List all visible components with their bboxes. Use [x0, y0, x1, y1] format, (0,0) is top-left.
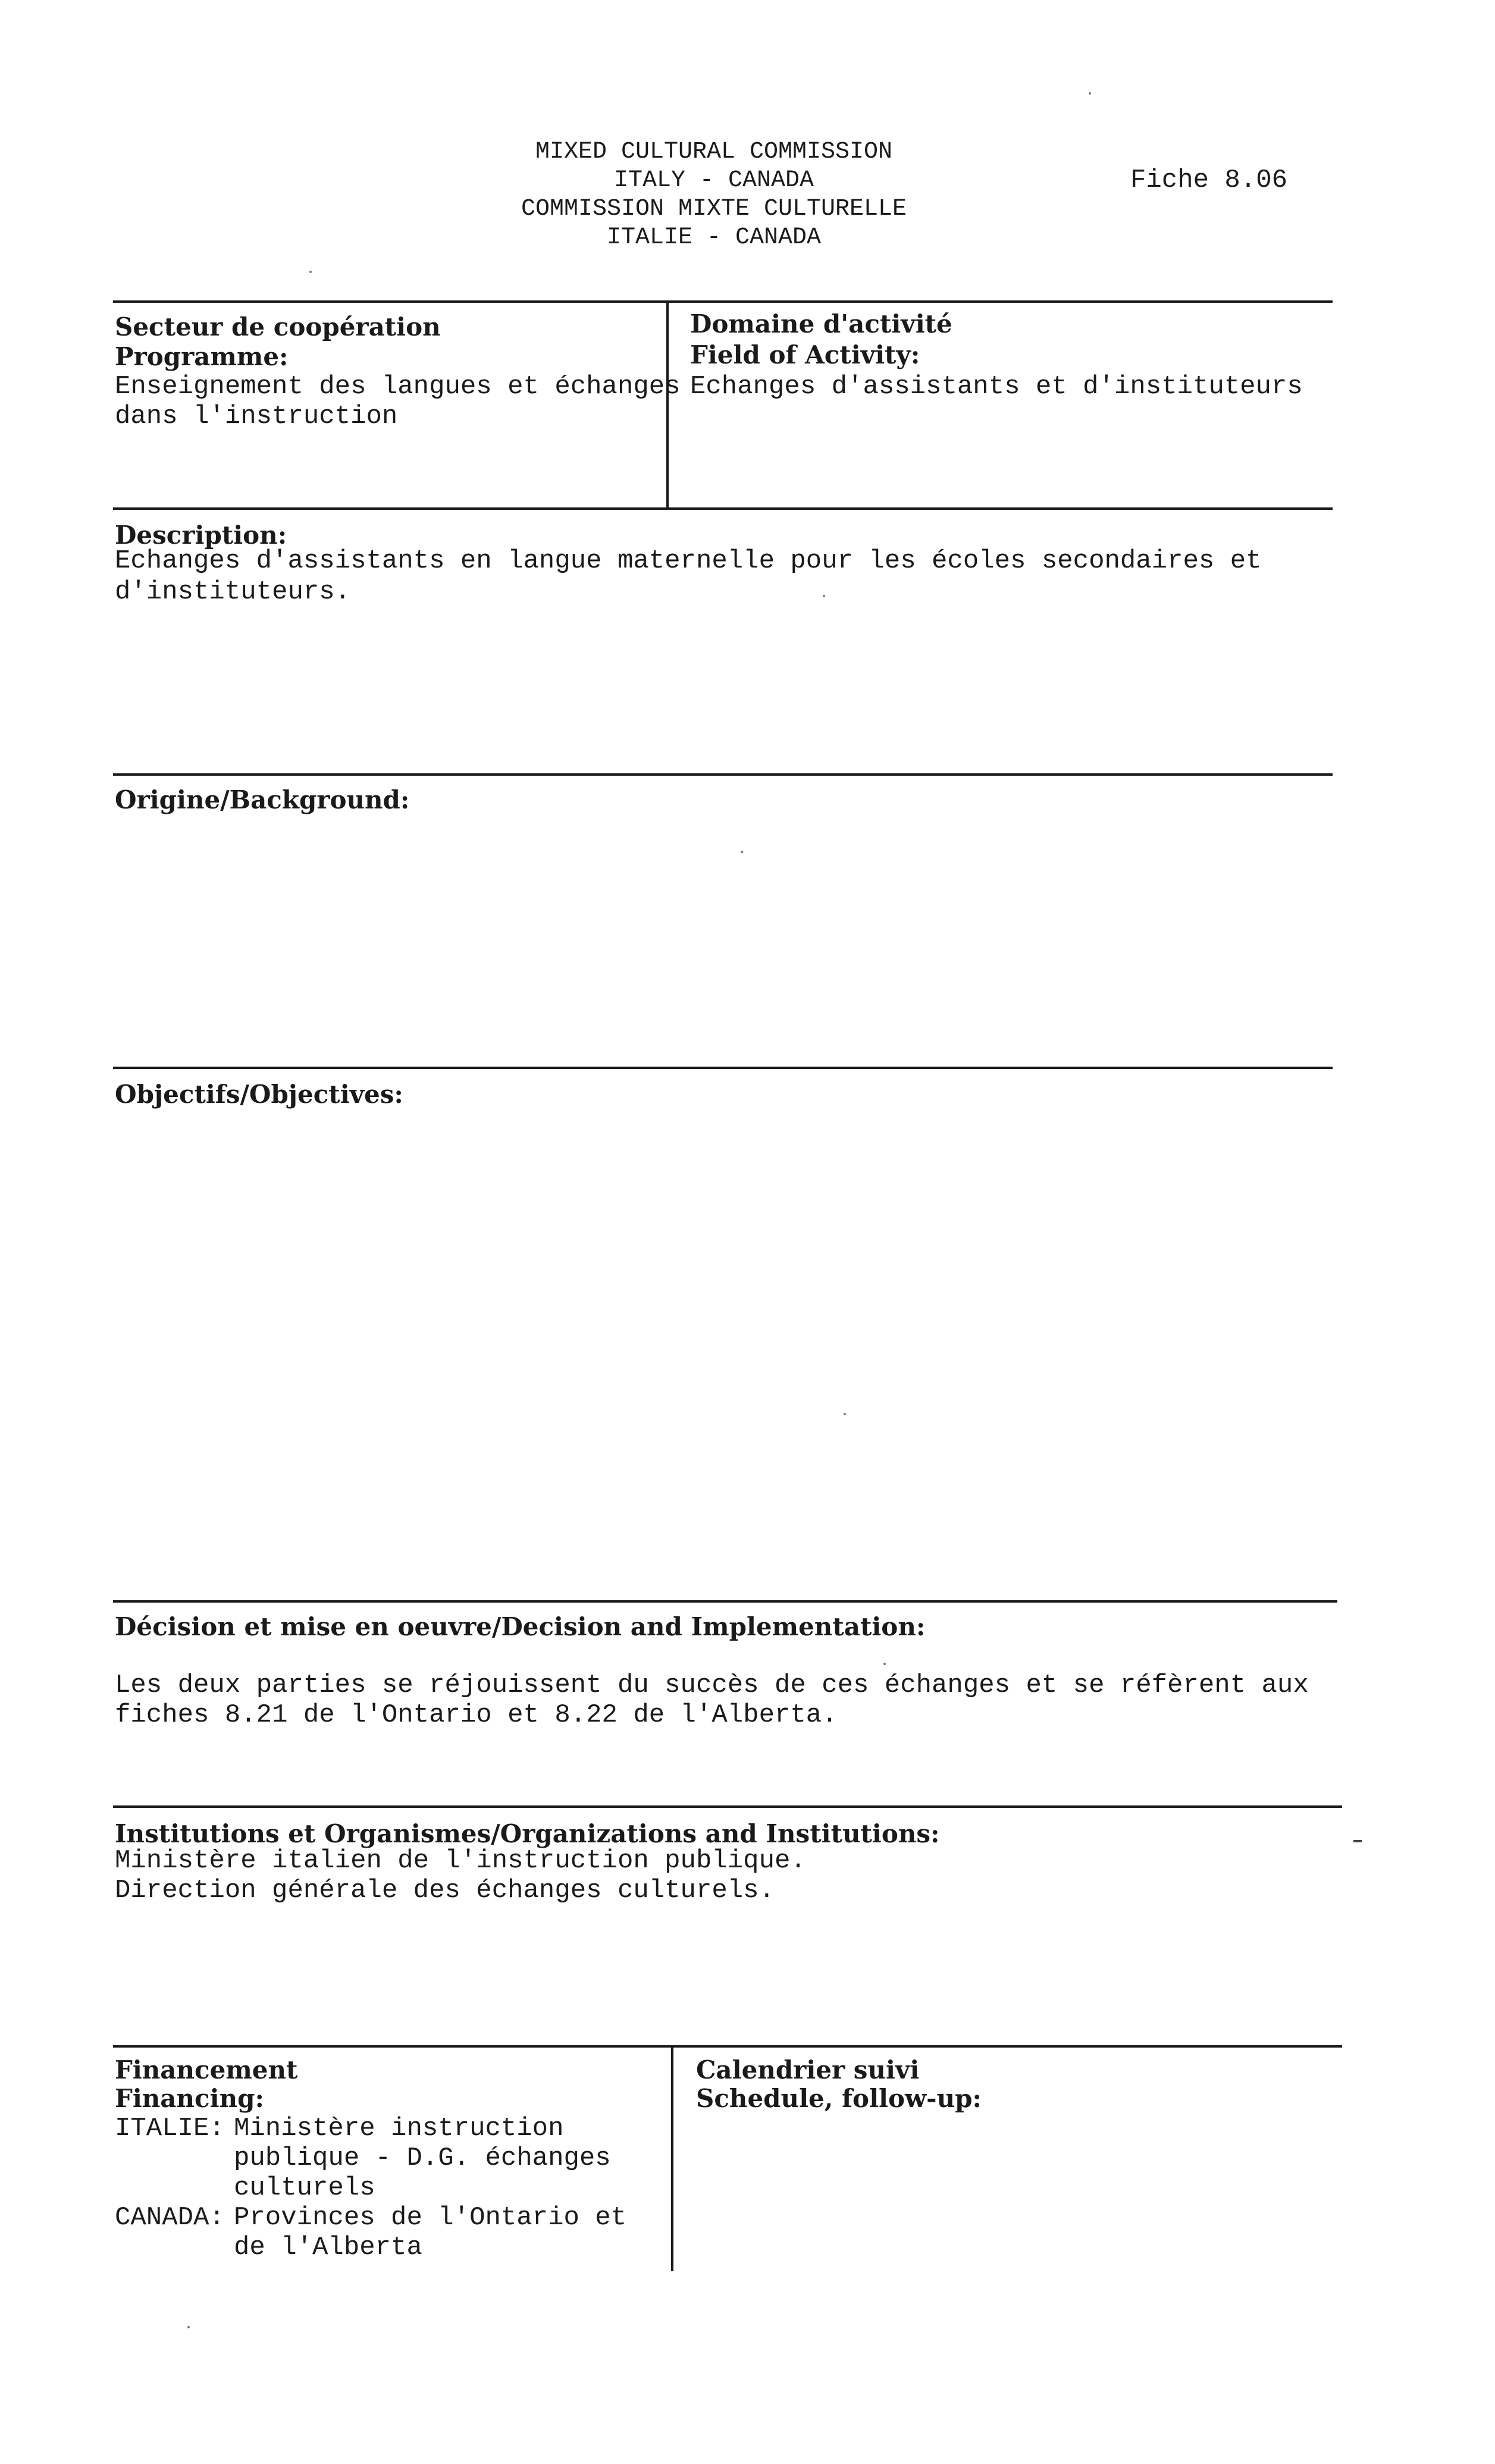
- column-divider-financing: [671, 2045, 673, 2271]
- financing-italy-line2: publique - D.G. échanges: [234, 2143, 611, 2173]
- financing-label-fr: Financement: [115, 2055, 298, 2084]
- decision-text-line2: fiches 8.21 de l'Ontario et 8.22 de l'Alberta.: [115, 1700, 838, 1730]
- margin-tick-mark: [1353, 1840, 1362, 1842]
- column-divider-sector: [666, 300, 669, 510]
- institutions-text-line2: Direction générale des échanges culturels.: [115, 1876, 775, 1905]
- scan-speck: [1089, 92, 1091, 95]
- schedule-label-en: Schedule, follow-up:: [696, 2084, 982, 2113]
- divider-background: [113, 773, 1333, 776]
- financing-italy-key: ITALIE:: [115, 2114, 225, 2143]
- institutions-label: Institutions et Organismes/Organizations and Institutions:: [115, 1819, 940, 1848]
- fiche-number: Fiche 8.06: [1130, 165, 1288, 195]
- sector-label: Secteur de coopération: [115, 312, 441, 341]
- financing-italy-line1: Ministère instruction: [234, 2114, 564, 2143]
- financing-label-en: Financing:: [115, 2084, 264, 2113]
- description-label: Description:: [115, 521, 287, 550]
- decision-text-line1: Les deux parties se réjouissent du succès de ces échanges et se réfèrent aux: [115, 1670, 1309, 1700]
- financing-canada-line1: Provinces de l'Ontario et: [234, 2203, 627, 2233]
- description-text-line1: Echanges d'assistants en langue maternelle pour les écoles secondaires et: [115, 546, 1262, 576]
- objectives-label: Objectifs/Objectives:: [115, 1080, 403, 1109]
- financing-italy-line3: culturels: [234, 2173, 375, 2203]
- commission-title-en: MIXED CULTURAL COMMISSION: [535, 139, 893, 165]
- commission-title-fr: COMMISSION MIXTE CULTURELLE: [521, 196, 907, 222]
- divider-financing: [113, 2045, 1342, 2048]
- programme-text-line2: dans l'instruction: [115, 402, 398, 431]
- divider-decision: [113, 1600, 1337, 1603]
- country-pair-en: ITALY - CANADA: [613, 167, 814, 194]
- scan-speck: [844, 1413, 846, 1415]
- divider-top: [113, 300, 1333, 303]
- background-label: Origine/Background:: [115, 785, 410, 814]
- programme-text-line1: Enseignement des langues et échanges: [115, 372, 681, 402]
- field-of-activity-text: Echanges d'assistants et d'instituteurs: [690, 372, 1303, 402]
- divider-institutions: [113, 1805, 1342, 1808]
- description-text-line2: d'instituteurs.: [115, 577, 351, 607]
- scan-speck: [823, 595, 825, 597]
- scan-speck: [883, 1663, 886, 1665]
- programme-label: Programme:: [115, 342, 289, 371]
- scan-speck: [741, 851, 743, 853]
- divider-objectives: [113, 1067, 1333, 1069]
- country-pair-fr: ITALIE - CANADA: [606, 224, 822, 251]
- divider-description: [113, 507, 1333, 510]
- field-of-activity-label: Field of Activity:: [690, 340, 920, 369]
- institutions-text-line1: Ministère italien de l'instruction publique.: [115, 1846, 806, 1876]
- decision-label: Décision et mise en oeuvre/Decision and Implementation:: [115, 1612, 926, 1641]
- financing-canada-key: CANADA:: [115, 2203, 225, 2233]
- domain-label: Domaine d'activité: [690, 309, 952, 338]
- scan-speck: [309, 271, 312, 273]
- schedule-label-fr: Calendrier suivi: [696, 2055, 920, 2084]
- scan-speck: [187, 2326, 190, 2328]
- financing-canada-line2: de l'Alberta: [234, 2233, 422, 2262]
